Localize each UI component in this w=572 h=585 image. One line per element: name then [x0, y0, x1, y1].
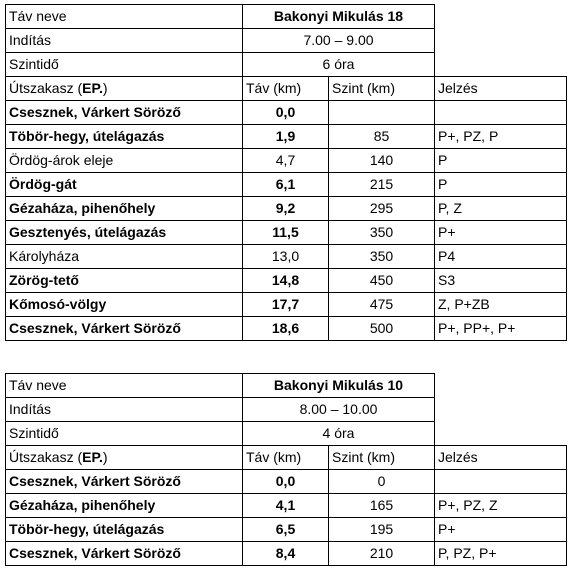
segment-name: Töbör-hegy, útelágazás [6, 518, 243, 542]
marking-value: P, PZ, P+ [435, 542, 567, 566]
distance-value: 0,0 [243, 470, 329, 494]
climb-value: 140 [329, 149, 435, 173]
route-table-18 [5, 4, 567, 341]
start-time-value: 7.00 – 9.00 [243, 29, 435, 53]
segment-name: Csesznek, Várkert Söröző [6, 101, 243, 125]
table-row [6, 149, 567, 173]
climb-value: 295 [329, 197, 435, 221]
start-time-row [6, 29, 567, 53]
marking-value: P+, PZ, P [435, 125, 567, 149]
distance-value: 4,1 [243, 494, 329, 518]
marking-column-header: Jelzés [435, 77, 567, 101]
route-name-value: Bakonyi Mikulás 10 [243, 374, 435, 398]
marking-value: P+ [435, 518, 567, 542]
column-header-row [6, 446, 567, 470]
marking-value: P4 [435, 245, 567, 269]
distance-value: 14,8 [243, 269, 329, 293]
climb-column-header: Szint (km) [329, 77, 435, 101]
time-limit-label: Szintidő [6, 422, 243, 446]
segment-name: Kőmosó-völgy [6, 293, 243, 317]
segment-name: Csesznek, Várkert Söröző [6, 317, 243, 341]
marking-value: P+, PZ, Z [435, 494, 567, 518]
start-time-value: 8.00 – 10.00 [243, 398, 435, 422]
time-limit-value: 6 óra [243, 53, 435, 77]
segment-name: Ördög-gát [6, 173, 243, 197]
table-row [6, 197, 567, 221]
time-limit-row [6, 422, 567, 446]
segment-name: Csesznek, Várkert Söröző [6, 470, 243, 494]
marking-value: Z, P+ZB [435, 293, 567, 317]
distance-value: 18,6 [243, 317, 329, 341]
start-time-label: Indítás [6, 29, 243, 53]
table-row [6, 470, 567, 494]
table-row [6, 518, 567, 542]
segment-column-header: Útszakasz (EP.) [6, 77, 243, 101]
start-time-row [6, 398, 567, 422]
climb-value: 450 [329, 269, 435, 293]
climb-value: 0 [329, 470, 435, 494]
table-row [6, 542, 567, 566]
marking-value [435, 470, 567, 494]
climb-column-header: Szint (km) [329, 446, 435, 470]
time-limit-value: 4 óra [243, 422, 435, 446]
distance-value: 9,2 [243, 197, 329, 221]
climb-value: 215 [329, 173, 435, 197]
climb-value: 165 [329, 494, 435, 518]
marking-value: P, Z [435, 197, 567, 221]
segment-name: Töbör-hegy, útelágazás [6, 125, 243, 149]
distance-value: 1,9 [243, 125, 329, 149]
marking-value [435, 101, 567, 125]
climb-value: 195 [329, 518, 435, 542]
route-name-row [6, 374, 567, 398]
distance-value: 17,7 [243, 293, 329, 317]
distance-value: 4,7 [243, 149, 329, 173]
marking-value: S3 [435, 269, 567, 293]
segment-name: Gézaháza, pihenőhely [6, 494, 243, 518]
route-table-10 [5, 373, 567, 566]
segment-name: Zörög-tető [6, 269, 243, 293]
segment-name: Csesznek, Várkert Söröző [6, 542, 243, 566]
marking-value: P+ [435, 221, 567, 245]
table-row [6, 269, 567, 293]
segment-name: Károlyháza [6, 245, 243, 269]
table-row [6, 245, 567, 269]
distance-column-header: Táv (km) [243, 77, 329, 101]
segment-name: Gesztenyés, útelágazás [6, 221, 243, 245]
table-row [6, 101, 567, 125]
segment-name: Ördög-árok eleje [6, 149, 243, 173]
distance-value: 11,5 [243, 221, 329, 245]
segment-column-header: Útszakasz (EP.) [6, 446, 243, 470]
route-name-label: Táv neve [6, 5, 243, 29]
table-row [6, 173, 567, 197]
distance-value: 8,4 [243, 542, 329, 566]
segment-name: Gézaháza, pihenőhely [6, 197, 243, 221]
route-name-label: Táv neve [6, 374, 243, 398]
marking-value: P [435, 173, 567, 197]
table-row [6, 125, 567, 149]
climb-value: 350 [329, 221, 435, 245]
table-row [6, 494, 567, 518]
column-header-row [6, 77, 567, 101]
time-limit-label: Szintidő [6, 53, 243, 77]
climb-value: 85 [329, 125, 435, 149]
climb-value: 210 [329, 542, 435, 566]
climb-value: 500 [329, 317, 435, 341]
marking-value: P+, PP+, P+ [435, 317, 567, 341]
route-name-row [6, 5, 567, 29]
route-name-value: Bakonyi Mikulás 18 [243, 5, 435, 29]
distance-value: 6,1 [243, 173, 329, 197]
climb-value: 350 [329, 245, 435, 269]
climb-value [329, 101, 435, 125]
distance-value: 13,0 [243, 245, 329, 269]
climb-value: 475 [329, 293, 435, 317]
table-row [6, 293, 567, 317]
marking-column-header: Jelzés [435, 446, 567, 470]
time-limit-row [6, 53, 567, 77]
start-time-label: Indítás [6, 398, 243, 422]
distance-value: 0,0 [243, 101, 329, 125]
marking-value: P [435, 149, 567, 173]
distance-column-header: Táv (km) [243, 446, 329, 470]
table-row [6, 221, 567, 245]
distance-value: 6,5 [243, 518, 329, 542]
table-row [6, 317, 567, 341]
